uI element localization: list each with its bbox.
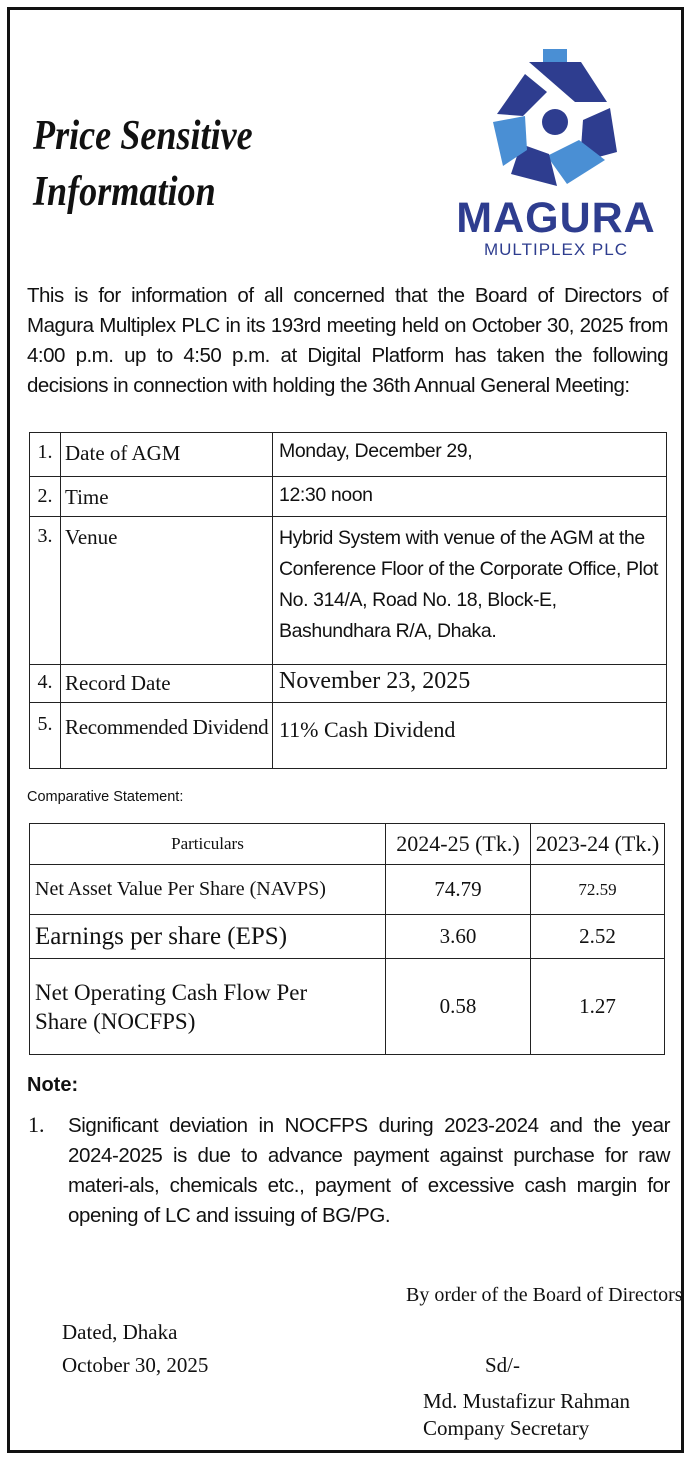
row-value: Monday, December 29, (273, 433, 667, 477)
company-logo (440, 44, 672, 264)
value-2024-25: 3.60 (386, 915, 531, 959)
notice-title (33, 108, 253, 220)
by-order-line: By order of the Board of Directors (406, 1284, 683, 1306)
row-label: Record Date (61, 665, 273, 703)
table-row (30, 959, 665, 1055)
agm-decisions-table (29, 432, 667, 769)
row-number: 4. (30, 665, 61, 703)
table-header-row (30, 824, 665, 865)
particular-cell: Net Operating Cash Flow Per Share (NOCFPS) (30, 959, 386, 1055)
note-number: 1. (28, 1112, 45, 1137)
signature-sd: Sd/- (485, 1353, 521, 1377)
value-2023-24: 1.27 (531, 959, 665, 1055)
row-number: 1. (30, 433, 61, 477)
row-label: Recommended Dividend (61, 703, 273, 769)
value-2024-25: 74.79 (386, 865, 531, 915)
row-value: 11% Cash Dividend (273, 703, 667, 769)
header-2024-25: 2024-25 (Tk.) (386, 824, 531, 865)
dated-place: Dated, Dhaka (62, 1320, 178, 1344)
particular-cell: Earnings per share (EPS) (30, 915, 386, 959)
aperture-logo-icon (440, 44, 672, 194)
row-label: Time (61, 477, 273, 517)
table-row (30, 433, 667, 477)
table-row (30, 517, 667, 665)
row-value: 12:30 noon (273, 477, 667, 517)
table-row (30, 703, 667, 769)
intro-paragraph: This is for information of all concerned that the Board of Directors of Magura Multiplex PLC in its 193rd meeting held on October 30, 2025 from 4:00 p.m. up to 4:50 p.m. at Digital Platform has taken the following decisions in connection with holding the 36th Annual General Meeting: (27, 284, 668, 397)
table-row (30, 915, 665, 959)
table-row (30, 665, 667, 703)
row-value: Hybrid System with venue of the AGM at the Conference Floor of the Corporate Office, Plot No. 314/A, Road No. 18, Block-E, Bashundhara R/A, Dhaka. (273, 517, 667, 665)
comparative-caption: Comparative Statement: (27, 789, 184, 805)
logo-subtitle: MULTIPLEX PLC (483, 240, 628, 259)
row-label: Venue (61, 517, 273, 665)
row-value: November 23, 2025 (273, 665, 667, 703)
note-heading: Note: (27, 1074, 79, 1096)
header-particulars: Particulars (30, 824, 386, 865)
row-label: Date of AGM (61, 433, 273, 477)
signatory-designation: Company Secretary (423, 1416, 590, 1440)
signatory-name: Md. Mustafizur Rahman (423, 1389, 631, 1413)
table-row (30, 477, 667, 517)
value-2023-24: 72.59 (531, 865, 665, 915)
dated-date: October 30, 2025 (62, 1353, 209, 1377)
value-2024-25: 0.58 (386, 959, 531, 1055)
row-number: 2. (30, 477, 61, 517)
logo-name: MAGURA (456, 194, 656, 242)
table-row (30, 865, 665, 915)
note-text: Significant deviation in NOCFPS during 2023-2024 and the year 2024-2025 is due to advance payment against purchase for raw materi-als, chemicals etc., payment of excessive cash margin for opening of LC and issuing of BG/PG. (68, 1114, 670, 1227)
title-line-2: Information (33, 169, 216, 215)
comparative-statement-table (29, 823, 665, 1055)
particular-cell: Net Asset Value Per Share (NAVPS) (30, 865, 386, 915)
title-line-1: Price Sensitive (33, 113, 253, 159)
header-2023-24: 2023-24 (Tk.) (531, 824, 665, 865)
row-number: 3. (30, 517, 61, 665)
value-2023-24: 2.52 (531, 915, 665, 959)
row-number: 5. (30, 703, 61, 769)
